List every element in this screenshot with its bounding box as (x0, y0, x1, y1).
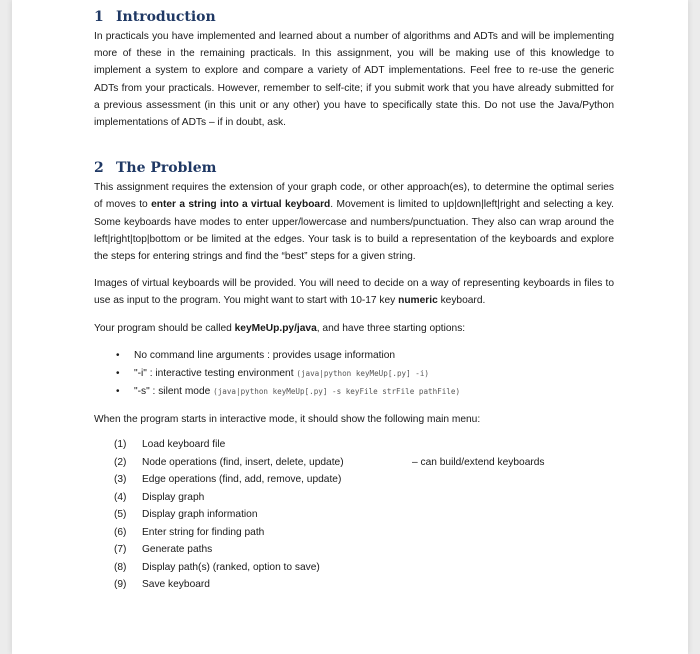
menu-item (94, 436, 614, 454)
p1-bold: enter a string into a virtual keyboard (151, 199, 331, 211)
menu-item-label: Generate paths (142, 544, 213, 556)
bullet-icon: • (116, 385, 120, 397)
document-page (12, 0, 688, 654)
menu-item-number: (4) (114, 491, 127, 503)
bullet-code: (java|python keyMeUp[.py] -s keyFile strFile pathFile) (213, 386, 461, 396)
list-item (94, 383, 614, 401)
menu-item-label: Node operations (find, insert, delete, update) (142, 456, 344, 468)
section-2-heading (94, 159, 614, 177)
section-2-paragraph-2 (94, 275, 614, 309)
menu-item-number: (8) (114, 561, 127, 573)
menu-item (94, 506, 614, 524)
menu-item-number: (3) (114, 474, 127, 486)
p3-bold: keyMeUp.py/java (234, 322, 317, 334)
menu-item-label: Enter string for finding path (142, 526, 265, 538)
menu-item-number: (1) (114, 439, 127, 451)
section-1-number: 1 (94, 9, 104, 25)
section-2-title: The Problem (116, 160, 217, 177)
p3-text-b: , and have three starting options: (316, 322, 466, 334)
menu-item (94, 576, 614, 594)
section-2-paragraph-3 (94, 320, 614, 337)
section-2-paragraph-4: When the program starts in interactive mode, it should show the following main menu: (94, 413, 481, 425)
menu-item (94, 454, 614, 472)
menu-item-label: Load keyboard file (142, 439, 226, 451)
p2-text-a: Images of virtual keyboards will be provided. You will need to decide on a way of representing keyboards in files to use as input to the program. You might want to start with 10-17 key (94, 278, 614, 307)
list-item (94, 347, 614, 365)
menu-item (94, 559, 614, 577)
bullet-text: No command line arguments : provides usage information (134, 349, 396, 361)
menu-item (94, 524, 614, 542)
menu-item-label: Edge operations (find, add, remove, update) (142, 474, 342, 486)
menu-item (94, 489, 614, 507)
start-options-list (94, 347, 614, 401)
section-1-body: In practicals you have implemented and learned about a number of algorithms and ADTs and will be implementing more of these in the remaining practicals. In this assignment, you will be making use of this knowledge to implement a system to explore and compare a variety of ADT implementations. Feel free to re-use the generic ADTs from your practicals. However, remember to self-cite; if you submit work that you have already submitted for a previous assessment (in this unit or any other) you have to specifically state this. Do not use the Java/Python implementations of ADTs – if in doubt, ask. (94, 31, 614, 129)
menu-item-label: Save keyboard (142, 579, 210, 591)
bullet-icon: • (116, 367, 120, 379)
section-2-number: 2 (94, 160, 104, 177)
bullet-text: "-i" : interactive testing environment (134, 367, 297, 379)
menu-item (94, 471, 614, 489)
bullet-icon: • (116, 349, 120, 361)
section-2-paragraph-1 (94, 179, 614, 265)
document-content (94, 0, 614, 594)
p3-text-a: Your program should be called (94, 322, 235, 334)
list-item (94, 365, 614, 383)
menu-item-number: (7) (114, 544, 127, 556)
menu-item-number: (6) (114, 526, 127, 538)
main-menu-list (94, 436, 614, 594)
menu-item-note: – can build/extend keyboards (412, 456, 545, 468)
bullet-text: "-s" : silent mode (134, 385, 214, 397)
menu-item-number: (9) (114, 579, 127, 591)
menu-item-number: (5) (114, 509, 127, 521)
section-1-heading (94, 8, 614, 26)
p1-text-b: . Movement is limited to up|down|left|right and selecting a key. Some keyboards have modes to enter upper/lowercase and numbers/punctuation. They also can wrap around the left|right|top|bottom or be limited at the edges. Your task is to build a representation of the keyboards and explore the steps for entering strings and find the “best” steps for a given string. (94, 199, 614, 263)
menu-item-label: Display graph information (142, 509, 258, 521)
menu-item (94, 541, 614, 559)
p2-bold: numeric (398, 295, 438, 307)
bullet-code: (java|python keyMeUp[.py] -i) (296, 368, 429, 378)
p1-text-a: This assignment requires the extension of your graph code, or other approach(es), to determine the optimal series of moves to (94, 182, 614, 211)
menu-item-label: Display graph (142, 491, 205, 503)
menu-item-label: Display path(s) (ranked, option to save) (142, 561, 320, 573)
menu-item-number: (2) (114, 456, 127, 468)
section-1-title: Introduction (116, 9, 216, 25)
p2-text-b: keyboard. (437, 295, 486, 307)
